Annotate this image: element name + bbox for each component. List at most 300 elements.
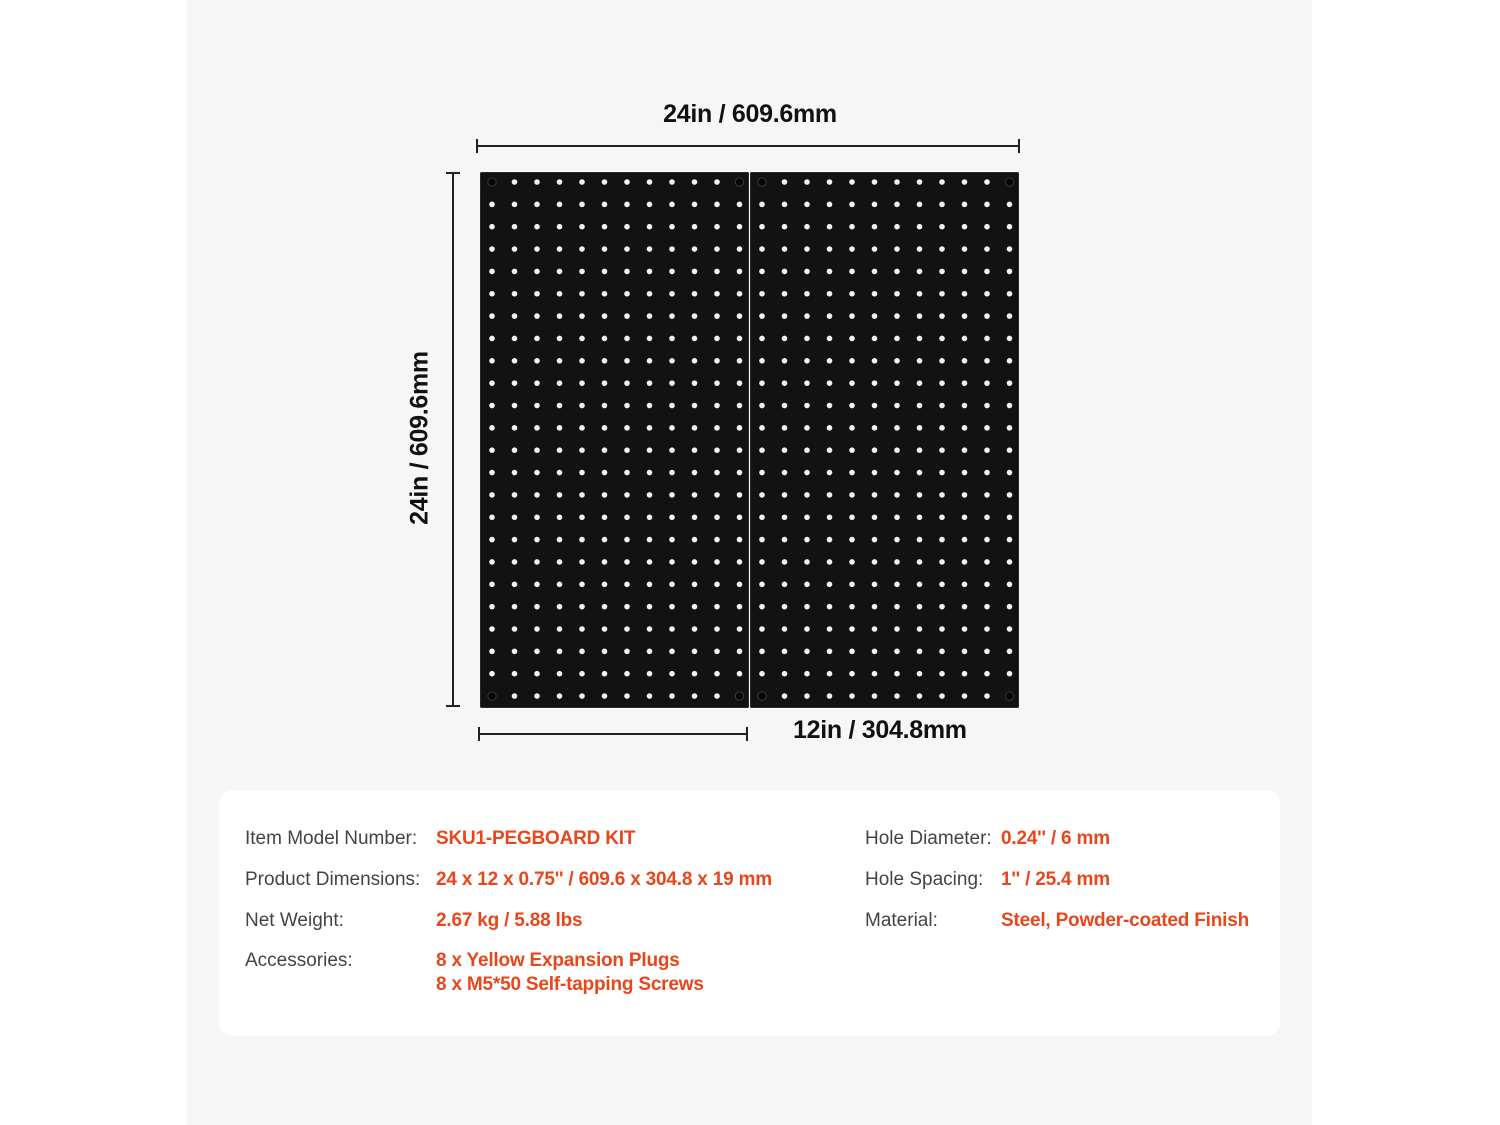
peg-hole [827, 202, 833, 208]
peg-hole [872, 313, 878, 319]
peg-hole [759, 269, 765, 275]
peg-hole [849, 582, 855, 588]
peg-hole [1007, 269, 1013, 275]
peg-hole [962, 269, 968, 275]
peg-hole [894, 514, 900, 520]
peg-hole [1007, 537, 1013, 543]
peg-hole [782, 559, 788, 565]
peg-hole [917, 380, 923, 386]
peg-hole [579, 246, 585, 252]
peg-hole [512, 336, 518, 342]
peg-hole [849, 693, 855, 699]
peg-hole [939, 626, 945, 632]
peg-hole [1007, 470, 1013, 476]
peg-hole [647, 291, 653, 297]
peg-hole [917, 537, 923, 543]
mounting-screw [735, 178, 743, 186]
peg-hole [512, 537, 518, 543]
peg-hole [827, 514, 833, 520]
peg-hole [962, 179, 968, 185]
peg-hole [669, 649, 675, 655]
peg-hole [669, 425, 675, 431]
peg-hole [917, 649, 923, 655]
peg-hole [692, 604, 698, 610]
peg-hole [737, 291, 743, 297]
peg-hole [782, 403, 788, 409]
peg-hole [804, 671, 810, 677]
peg-hole [489, 269, 495, 275]
spec-value: Steel, Powder-coated Finish [1001, 910, 1249, 931]
peg-hole [737, 514, 743, 520]
peg-hole [872, 582, 878, 588]
peg-hole [804, 447, 810, 453]
peg-hole [939, 202, 945, 208]
peg-hole [984, 582, 990, 588]
peg-hole [984, 425, 990, 431]
peg-hole [714, 380, 720, 386]
spec-value: 24 x 12 x 0.75'' / 609.6 x 304.8 x 19 mm [436, 869, 772, 890]
peg-hole [894, 671, 900, 677]
peg-hole [512, 604, 518, 610]
peg-hole [692, 492, 698, 498]
peg-hole [849, 269, 855, 275]
peg-hole [624, 313, 630, 319]
peg-hole [962, 425, 968, 431]
peg-hole [804, 649, 810, 655]
peg-hole [647, 514, 653, 520]
peg-hole [512, 582, 518, 588]
peg-hole [962, 202, 968, 208]
peg-hole [512, 514, 518, 520]
peg-hole [894, 447, 900, 453]
peg-hole [737, 671, 743, 677]
peg-hole [759, 559, 765, 565]
mounting-screw [488, 178, 496, 186]
peg-hole [1007, 313, 1013, 319]
peg-hole [984, 447, 990, 453]
peg-hole [737, 358, 743, 364]
peg-hole [804, 313, 810, 319]
peg-hole [489, 649, 495, 655]
peg-hole [602, 559, 608, 565]
peg-hole [579, 336, 585, 342]
peg-hole [489, 514, 495, 520]
peg-hole [647, 358, 653, 364]
peg-hole [984, 559, 990, 565]
peg-hole [669, 693, 675, 699]
peg-hole [489, 447, 495, 453]
peg-hole [737, 626, 743, 632]
peg-hole [489, 291, 495, 297]
peg-hole [827, 179, 833, 185]
peg-hole [849, 649, 855, 655]
peg-hole [692, 649, 698, 655]
peg-hole [849, 380, 855, 386]
peg-hole [804, 358, 810, 364]
peg-hole [534, 514, 540, 520]
peg-hole [759, 582, 765, 588]
peg-hole [647, 179, 653, 185]
peg-hole [759, 336, 765, 342]
peg-hole [849, 604, 855, 610]
peg-hole [804, 537, 810, 543]
peg-hole [894, 649, 900, 655]
peg-hole [1007, 492, 1013, 498]
height-dimension-line [452, 173, 454, 707]
peg-hole [692, 246, 698, 252]
peg-hole [579, 202, 585, 208]
peg-hole [872, 179, 878, 185]
peg-hole [737, 269, 743, 275]
mounting-screw [758, 692, 766, 700]
peg-hole [737, 492, 743, 498]
peg-hole [557, 537, 563, 543]
peg-hole [849, 514, 855, 520]
peg-hole [692, 336, 698, 342]
peg-hole [557, 626, 563, 632]
peg-hole [534, 447, 540, 453]
peg-hole [669, 403, 675, 409]
peg-hole [894, 246, 900, 252]
peg-hole [579, 514, 585, 520]
peg-hole [624, 649, 630, 655]
peg-hole [894, 537, 900, 543]
peg-hole [624, 537, 630, 543]
peg-hole [602, 336, 608, 342]
peg-hole [602, 514, 608, 520]
peg-hole [647, 224, 653, 230]
peg-hole [939, 425, 945, 431]
peg-hole [534, 559, 540, 565]
peg-hole [872, 492, 878, 498]
peg-hole [624, 336, 630, 342]
peg-hole [917, 582, 923, 588]
peg-hole [714, 514, 720, 520]
peg-hole [759, 313, 765, 319]
peg-hole [917, 447, 923, 453]
mounting-screw [735, 692, 743, 700]
peg-hole [849, 336, 855, 342]
peg-hole [782, 269, 788, 275]
peg-hole [984, 380, 990, 386]
peg-hole [939, 447, 945, 453]
peg-hole [624, 559, 630, 565]
peg-hole [962, 470, 968, 476]
peg-hole [782, 470, 788, 476]
peg-hole [512, 269, 518, 275]
peg-hole [962, 626, 968, 632]
peg-hole [917, 179, 923, 185]
peg-hole [714, 470, 720, 476]
peg-hole [714, 425, 720, 431]
peg-hole [602, 604, 608, 610]
peg-hole [692, 403, 698, 409]
peg-hole [872, 537, 878, 543]
peg-hole [647, 246, 653, 252]
peg-hole [827, 582, 833, 588]
peg-hole [782, 604, 788, 610]
peg-hole [827, 380, 833, 386]
peg-hole [602, 447, 608, 453]
peg-hole [624, 358, 630, 364]
peg-hole [759, 604, 765, 610]
peg-hole [872, 269, 878, 275]
peg-hole [737, 447, 743, 453]
peg-hole [984, 246, 990, 252]
peg-hole [624, 425, 630, 431]
peg-hole [534, 425, 540, 431]
mounting-screw [758, 178, 766, 186]
peg-hole [602, 246, 608, 252]
peg-hole [714, 179, 720, 185]
peg-hole [534, 380, 540, 386]
peg-hole [579, 470, 585, 476]
peg-hole [534, 626, 540, 632]
peg-hole [692, 313, 698, 319]
peg-hole [489, 336, 495, 342]
peg-hole [714, 649, 720, 655]
peg-hole [962, 671, 968, 677]
peg-hole [489, 537, 495, 543]
peg-hole [917, 626, 923, 632]
peg-hole [647, 269, 653, 275]
peg-hole [984, 202, 990, 208]
peg-hole [624, 246, 630, 252]
peg-hole [962, 313, 968, 319]
peg-hole [759, 514, 765, 520]
peg-hole [624, 693, 630, 699]
peg-hole [804, 425, 810, 431]
peg-hole [489, 492, 495, 498]
peg-hole [917, 514, 923, 520]
peg-hole [939, 537, 945, 543]
peg-hole [669, 559, 675, 565]
peg-hole [512, 671, 518, 677]
peg-hole [782, 537, 788, 543]
height-dimension-tick-top [446, 172, 460, 174]
peg-hole [579, 492, 585, 498]
peg-hole [939, 693, 945, 699]
peg-hole [602, 582, 608, 588]
peg-hole [602, 537, 608, 543]
peg-hole [692, 693, 698, 699]
spec-value: 0.24'' / 6 mm [1001, 828, 1110, 849]
peg-hole [827, 537, 833, 543]
peg-hole [827, 447, 833, 453]
peg-hole [602, 470, 608, 476]
peg-hole [669, 492, 675, 498]
peg-hole [714, 492, 720, 498]
peg-hole [512, 425, 518, 431]
peg-hole [872, 202, 878, 208]
peg-hole [827, 649, 833, 655]
peg-hole [489, 671, 495, 677]
peg-hole [872, 649, 878, 655]
peg-hole [557, 403, 563, 409]
peg-hole [534, 179, 540, 185]
peg-hole [557, 179, 563, 185]
peg-hole [872, 246, 878, 252]
peg-hole [534, 224, 540, 230]
peg-hole [759, 649, 765, 655]
peg-hole [894, 224, 900, 230]
peg-hole [939, 336, 945, 342]
peg-hole [917, 671, 923, 677]
height-dimension-label: 24in / 609.6mm [405, 351, 434, 525]
peg-hole [557, 604, 563, 610]
peg-hole [894, 269, 900, 275]
peg-hole [624, 179, 630, 185]
peg-hole [917, 425, 923, 431]
peg-hole [647, 604, 653, 610]
peg-hole [489, 202, 495, 208]
peg-hole [872, 626, 878, 632]
peg-hole [669, 582, 675, 588]
peg-hole [849, 224, 855, 230]
peg-hole [1007, 202, 1013, 208]
peg-hole [714, 269, 720, 275]
peg-hole [1007, 447, 1013, 453]
peg-hole [647, 425, 653, 431]
pegboard-panel-right [750, 172, 1019, 708]
peg-hole [804, 559, 810, 565]
peg-hole [782, 202, 788, 208]
peg-hole [759, 425, 765, 431]
peg-hole [534, 470, 540, 476]
peg-hole [624, 269, 630, 275]
peg-hole [557, 649, 563, 655]
peg-hole [1007, 403, 1013, 409]
peg-hole [489, 246, 495, 252]
peg-hole [939, 224, 945, 230]
peg-hole [579, 403, 585, 409]
peg-hole [1007, 224, 1013, 230]
peg-hole [669, 604, 675, 610]
peg-hole [917, 291, 923, 297]
peg-hole [827, 671, 833, 677]
peg-hole [872, 470, 878, 476]
peg-hole [692, 671, 698, 677]
peg-hole [557, 269, 563, 275]
peg-hole [849, 626, 855, 632]
peg-hole [782, 313, 788, 319]
peg-hole [669, 537, 675, 543]
peg-hole [489, 313, 495, 319]
peg-hole [894, 291, 900, 297]
peg-hole [737, 224, 743, 230]
peg-hole [647, 470, 653, 476]
peg-hole [624, 626, 630, 632]
peg-hole [714, 336, 720, 342]
peg-hole [894, 336, 900, 342]
peg-hole [692, 470, 698, 476]
peg-hole [692, 224, 698, 230]
peg-hole [579, 179, 585, 185]
peg-hole [782, 358, 788, 364]
peg-hole [759, 470, 765, 476]
peg-hole [669, 269, 675, 275]
peg-hole [759, 291, 765, 297]
peg-hole [512, 559, 518, 565]
peg-hole [894, 358, 900, 364]
peg-hole [737, 202, 743, 208]
peg-hole [872, 380, 878, 386]
peg-hole [759, 380, 765, 386]
peg-hole [534, 492, 540, 498]
peg-hole [512, 492, 518, 498]
peg-hole [984, 649, 990, 655]
peg-hole [534, 604, 540, 610]
peg-hole [602, 224, 608, 230]
peg-hole [557, 425, 563, 431]
peg-hole [692, 425, 698, 431]
peg-hole [917, 693, 923, 699]
peg-hole [804, 380, 810, 386]
peg-hole [962, 447, 968, 453]
peg-hole [962, 693, 968, 699]
peg-hole [534, 671, 540, 677]
peg-hole [782, 582, 788, 588]
peg-hole [782, 380, 788, 386]
peg-hole [737, 403, 743, 409]
panel-width-tick-left [478, 727, 480, 741]
peg-hole [737, 336, 743, 342]
peg-hole [602, 492, 608, 498]
peg-hole [579, 626, 585, 632]
width-dimension-label: 24in / 609.6mm [663, 100, 837, 128]
peg-hole [759, 224, 765, 230]
pegboard-holes [480, 172, 749, 708]
peg-hole [804, 604, 810, 610]
peg-hole [624, 470, 630, 476]
peg-hole [557, 358, 563, 364]
spec-value: 2.67 kg / 5.88 lbs [436, 910, 583, 931]
peg-hole [579, 671, 585, 677]
peg-hole [512, 246, 518, 252]
peg-hole [692, 537, 698, 543]
peg-hole [917, 313, 923, 319]
peg-hole [624, 224, 630, 230]
peg-hole [917, 492, 923, 498]
peg-hole [939, 604, 945, 610]
peg-hole [669, 179, 675, 185]
spec-label: Product Dimensions: [245, 869, 421, 890]
peg-hole [602, 358, 608, 364]
peg-hole [962, 514, 968, 520]
peg-hole [714, 604, 720, 610]
peg-hole [579, 358, 585, 364]
peg-hole [827, 604, 833, 610]
peg-hole [624, 492, 630, 498]
spec-label: Net Weight: [245, 910, 344, 931]
peg-hole [917, 336, 923, 342]
peg-hole [489, 224, 495, 230]
peg-hole [692, 291, 698, 297]
peg-hole [737, 582, 743, 588]
peg-hole [512, 291, 518, 297]
peg-hole [804, 336, 810, 342]
peg-hole [1007, 559, 1013, 565]
peg-hole [984, 358, 990, 364]
peg-hole [984, 470, 990, 476]
peg-hole [984, 224, 990, 230]
peg-hole [782, 224, 788, 230]
peg-hole [534, 582, 540, 588]
peg-hole [849, 559, 855, 565]
peg-hole [602, 291, 608, 297]
peg-hole [759, 447, 765, 453]
peg-hole [984, 537, 990, 543]
